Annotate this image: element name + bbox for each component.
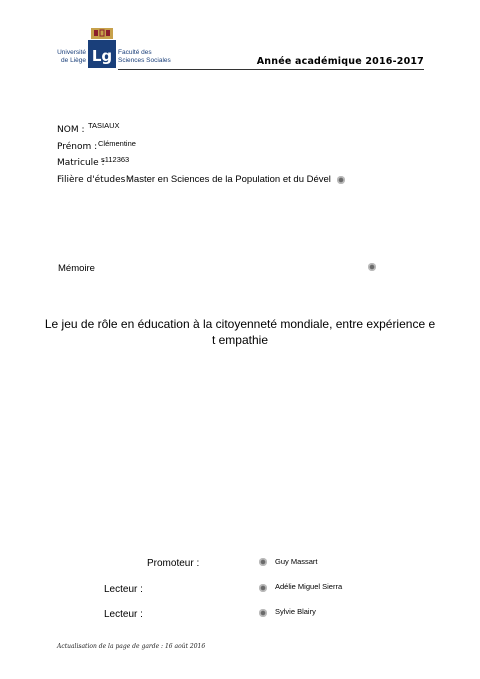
svg-text:Lg: Lg (91, 47, 113, 65)
lecteur2-field[interactable]: Sylvie Blairy (275, 607, 316, 616)
promoteur-dropdown-icon[interactable] (259, 558, 267, 566)
lecteur2-dropdown-icon[interactable] (259, 609, 267, 617)
matricule-label: Matricule : (57, 158, 105, 168)
nom-label: NOM : (57, 125, 85, 135)
thesis-title-line1: Le jeu de rôle en éducation à la citoyenneté mondiale, entre expérience e (44, 317, 436, 331)
promoteur-label: Promoteur : (147, 558, 200, 569)
faculty-line2: Sciences Sociales (118, 57, 171, 64)
footer-note: Actualisation de la page de garde : 16 août 2016 (57, 643, 206, 650)
prenom-field[interactable]: Clémentine (98, 139, 136, 148)
prenom-label: Prénom : (57, 142, 98, 152)
lecteur1-dropdown-icon[interactable] (259, 584, 267, 592)
faculty-name (118, 49, 171, 65)
lecteur1-field[interactable]: Adélie Miguel Sierra (275, 582, 343, 591)
header-rule (118, 69, 424, 70)
academic-year: Année académique 2016-2017 (256, 56, 424, 67)
lecteur1-label: Lecteur : (104, 584, 143, 595)
thesis-title[interactable] (40, 316, 440, 348)
memoire-label: Mémoire (58, 263, 95, 274)
filiere-label: Filière d'études : (57, 175, 132, 185)
lecteur2-label: Lecteur : (104, 609, 143, 620)
university-name (40, 49, 86, 65)
filiere-field[interactable]: Master en Sciences de la Population et du Dével (126, 174, 331, 185)
thesis-title-line2: t empathie (211, 333, 269, 347)
filiere-dropdown-icon[interactable] (337, 176, 345, 184)
university-line1: Université (57, 49, 86, 56)
university-line2: de Liège (61, 57, 86, 64)
nom-field[interactable]: TASIAUX (88, 121, 120, 130)
memoire-dropdown-icon[interactable] (368, 263, 376, 271)
promoteur-field[interactable]: Guy Massart (275, 557, 318, 566)
matricule-field[interactable]: s112363 (101, 155, 130, 164)
faculty-line1: Faculté des (118, 49, 152, 56)
university-crest-logo (88, 28, 116, 68)
